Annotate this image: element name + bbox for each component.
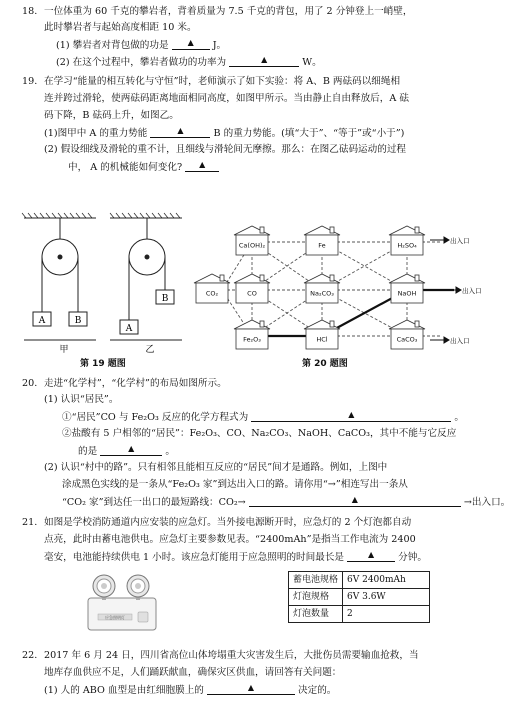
q18-stem-line1: 一位体重为 60 千克的攀岩者，背着质量为 7.5 千克的背包，用了 2 分钟登上一峭壁， (44, 6, 413, 17)
answer-blank[interactable] (249, 496, 461, 507)
triangle-marker: ▲ (128, 444, 135, 453)
answer-blank[interactable] (347, 551, 395, 562)
triangle-marker: ▲ (247, 683, 255, 692)
spec-value-cell: 2 (343, 606, 430, 623)
q18-part1 (56, 39, 226, 53)
house-label: Fe₂O₃ (243, 335, 261, 344)
weight-b-label: B (74, 316, 82, 326)
q18-part1-text: (1) 攀岩者对背包做的功是 (56, 40, 169, 51)
q21-stem-line2: 点亮，此时由蓄电池供电。应急灯主要参数见表。“2400mAh”是指当工作电流为 2400 (44, 534, 416, 545)
q18-part2 (56, 56, 322, 70)
spec-key-cell: 灯泡数量 (289, 606, 343, 623)
q19-part2-line1: (2) 假设细线及滑轮的重不计，且细线与滑轮间无摩擦。那么：在图乙砝码运动的过程 (44, 144, 407, 155)
triangle-marker: ▲ (177, 126, 184, 135)
q21-stem3-unit: 分钟。 (398, 552, 427, 563)
house-label: Fe (318, 241, 326, 250)
q22-part1-end: 决定的。 (298, 685, 337, 696)
house-label: HCl (316, 335, 328, 344)
q18-part1-unit: J。 (212, 40, 227, 51)
q19-part2-line2 (68, 161, 219, 175)
emergency-lamp-image (84, 572, 160, 634)
house-label: CO₂ (205, 289, 219, 298)
house (304, 226, 340, 255)
q22-number: 22. (22, 650, 38, 661)
q20-part1-1 (62, 411, 464, 425)
q22-part1-text: (1) 人的 ABO 血型是由红细胞膜上的 (44, 685, 204, 696)
spec-row (289, 589, 430, 606)
label-jia: 甲 (59, 345, 69, 355)
label-yi: 乙 (145, 345, 155, 355)
q18-part2-text: (2) 在这个过程中，攀岩者做功的功率为 (56, 57, 227, 68)
house (234, 226, 270, 255)
spec-key-cell: 灯泡规格 (289, 589, 343, 606)
house-label: H₂SO₄ (397, 241, 417, 250)
q19-stem-line3: 码下降，B 砝码上升，如图乙。 (44, 110, 179, 121)
q21-stem-line3 (44, 551, 427, 565)
house-label: NaOH (397, 289, 417, 298)
weight-a-label: A (38, 316, 46, 326)
q20-part1: (1) 认识“居民”。 (44, 394, 119, 405)
exit-label: 出入口 (450, 237, 470, 245)
answer-blank[interactable] (185, 161, 219, 172)
triangle-marker: ▲ (199, 160, 206, 169)
house (389, 226, 425, 255)
house (304, 320, 340, 349)
q20-part1-2-text: 的是 (78, 446, 98, 457)
q21-stem-line1: 如图是学校消防通道内应安装的应急灯。当外接电源断开时，应急灯的 2 个灯泡都自动 (44, 517, 412, 528)
answer-blank[interactable] (251, 411, 451, 422)
q19-stem-line1: 在学习“能量的相互转化与守恒”时，老师演示了如下实验：将 A、B 两砝码以细绳相 (44, 76, 401, 87)
q19-part1-text: (1)图甲中 A 的重力势能 (44, 128, 148, 139)
chem-village-figure (192, 208, 484, 358)
q22-stem-line2: 地库存血供应不足，人们踊跃献血，确保灾区供血，请回答有关问题： (44, 667, 342, 678)
q20-part2-line1: (2) 认识“村中的路”。只有相邻且能相互反应的“居民”间才是通路。例如，上图中 (44, 462, 388, 473)
house-label: Na₂CO₃ (310, 289, 334, 298)
fig20-caption: 第 20 题图 (302, 359, 348, 369)
spec-row (289, 606, 430, 623)
exit-label: 出入口 (462, 287, 482, 295)
q19-number: 19. (22, 76, 38, 87)
pulley-figure (20, 212, 185, 355)
house-label: CO (247, 289, 257, 298)
q20-part2-line2: 涂成黑色实线的是一条从“Fe₂O₃ 家”到达出入口的路。请你用“→”相连写出一条从 (62, 479, 408, 490)
spec-row (289, 572, 430, 589)
triangle-marker: ▲ (351, 495, 358, 504)
house (194, 274, 230, 303)
q22-part1 (44, 684, 336, 698)
house (234, 274, 270, 303)
q20-part1-2-line2 (78, 445, 175, 459)
house (389, 320, 425, 349)
triangle-marker: ▲ (187, 38, 194, 47)
answer-blank[interactable] (207, 684, 295, 695)
q20-part1-1-text: ①“居民”CO 与 Fe₂O₃ 反应的化学方程式为 (62, 412, 249, 423)
q18-number: 18. (22, 6, 38, 17)
q20-part2-line3 (62, 496, 510, 510)
q18-part2-unit: W。 (302, 57, 322, 68)
house-label: Ca(OH)₂ (238, 241, 266, 250)
triangle-marker: ▲ (261, 55, 268, 64)
spec-value-cell: 6V 2400mAh (343, 572, 430, 589)
house (304, 274, 340, 303)
answer-blank[interactable] (100, 445, 162, 456)
q20-stem: 走进“化学村”，“化学村”的布局如图所示。 (44, 378, 227, 389)
q20-number: 20. (22, 378, 38, 389)
q20-part1-1-end: 。 (454, 412, 464, 423)
triangle-marker: ▲ (348, 410, 355, 419)
q20-part2-end: →出入口。 (463, 497, 510, 508)
q19-stem-line2: 连并跨过滑轮，使两砝码距离地面相同高度，如图甲所示。当由静止自由释放后，A 砝 (44, 93, 409, 104)
q19-part1-text2: B 的重力势能。(填“大于”、“等于”或“小于”) (213, 128, 405, 139)
q19-part1 (44, 127, 404, 141)
answer-blank[interactable] (150, 127, 210, 138)
weight-b-label: B (161, 294, 169, 304)
q20-part1-2-end: 。 (165, 446, 175, 457)
q20-part1-2-line1: ②盐酸有 5 户相邻的“居民”：Fe₂O₃、CO、Na₂CO₃、NaOH、CaCO₃，其中不能与它反应 (62, 428, 457, 439)
house-label: CaCO₃ (396, 335, 418, 344)
lamp-text: 应急照明灯 (105, 615, 125, 620)
house (389, 274, 425, 303)
exit-label: 出入口 (450, 337, 470, 345)
lamp-spec-table (288, 571, 430, 623)
weight-a-label: A (125, 324, 133, 334)
house (234, 320, 270, 349)
q21-stem3-text: 毫安，电池能持续供电 1 小时。该应急灯能用于应急照明的时间最长是 (44, 552, 345, 563)
q19-part2-text: 中， A 的机械能如何变化? (68, 162, 183, 173)
triangle-marker: ▲ (368, 550, 375, 559)
q22-stem-line1: 2017 年 6 月 24 日，四川省高位山体垮塌重大灾害发生后，大批伤员需要输血抢救，当 (44, 650, 419, 661)
spec-key-cell: 蓄电池规格 (289, 572, 343, 589)
answer-blank[interactable] (229, 56, 299, 67)
spec-value-cell: 6V 3.6W (343, 589, 430, 606)
q21-number: 21. (22, 517, 38, 528)
q18-stem-line2: 此时攀岩者与起始高度相距 10 米。 (44, 22, 197, 33)
q20-part2-text: “CO₂ 家”到达任一出口的最短路线：CO₂→ (62, 497, 246, 508)
fig19-caption: 第 19 题图 (80, 359, 126, 369)
answer-blank[interactable] (172, 39, 210, 50)
